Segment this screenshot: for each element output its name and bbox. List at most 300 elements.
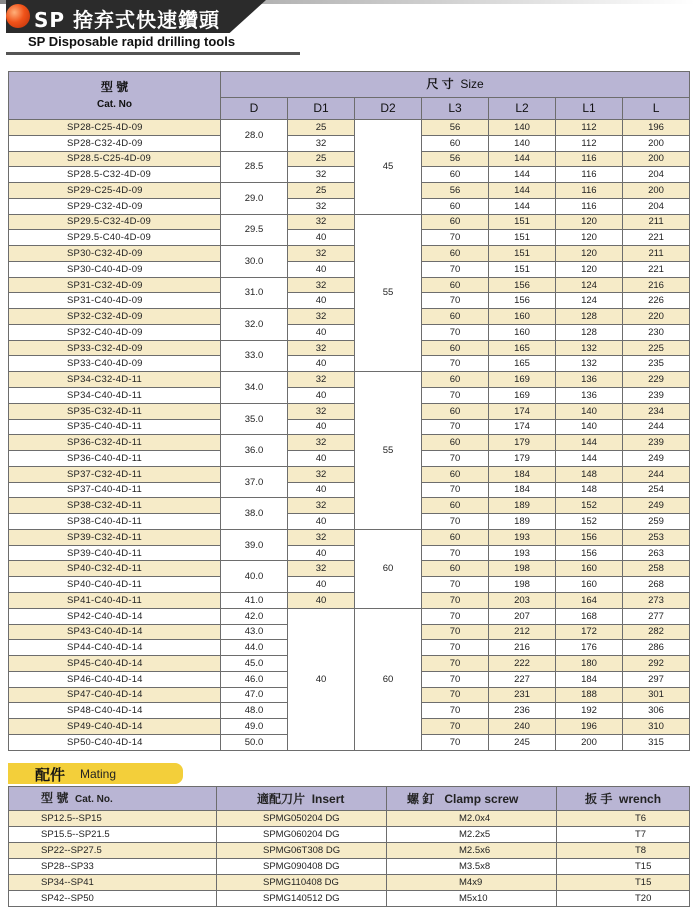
mating-title: 配件	[35, 766, 66, 784]
mating-insert-cell: SPMG110408 DG	[217, 875, 387, 891]
l-cell: 211	[623, 214, 690, 230]
l2-cell: 184	[489, 482, 556, 498]
d1-cell: 32	[288, 435, 355, 451]
d-cell: 32.0	[221, 309, 288, 341]
d1-cell: 32	[288, 135, 355, 151]
l-cell: 200	[623, 151, 690, 167]
cat-no-cell: SP29.5-C40-4D-09	[9, 230, 221, 246]
l2-cell: 207	[489, 608, 556, 624]
l2-cell: 144	[489, 167, 556, 183]
l2-cell: 227	[489, 671, 556, 687]
col-header-l3: L3	[422, 98, 489, 120]
mating-screw-header	[387, 787, 557, 811]
d1-cell: 40	[288, 419, 355, 435]
mating-row	[9, 827, 690, 843]
l1-cell: 152	[556, 514, 623, 530]
l3-cell: 70	[422, 624, 489, 640]
size-header	[221, 72, 690, 98]
mating-screw-cell: M2.2x5	[387, 827, 557, 843]
d-cell: 47.0	[221, 687, 288, 703]
l2-cell: 236	[489, 703, 556, 719]
mating-insert-cell: SPMG060204 DG	[217, 827, 387, 843]
table-row	[9, 293, 690, 309]
d-cell: 45.0	[221, 656, 288, 672]
d1-cell: 32	[288, 340, 355, 356]
l3-cell: 70	[422, 230, 489, 246]
cat-no-cell: SP41-C40-4D-11	[9, 592, 221, 608]
l3-cell: 60	[422, 135, 489, 151]
l1-cell: 144	[556, 451, 623, 467]
table-row	[9, 246, 690, 262]
table-row	[9, 356, 690, 372]
l1-cell: 120	[556, 214, 623, 230]
mating-cat-header-en: Cat. No.	[75, 793, 113, 805]
cat-no-cell: SP36-C40-4D-11	[9, 451, 221, 467]
l1-cell: 168	[556, 608, 623, 624]
l1-cell: 124	[556, 277, 623, 293]
cat-no-cell: SP37-C32-4D-11	[9, 466, 221, 482]
l-cell: 253	[623, 529, 690, 545]
mating-screw-header-cn: 螺 釘	[407, 791, 435, 806]
cat-no-cell: SP32-C32-4D-09	[9, 309, 221, 325]
d-cell: 49.0	[221, 719, 288, 735]
l2-cell: 179	[489, 451, 556, 467]
col-header-l: L	[623, 98, 690, 120]
l-cell: 259	[623, 514, 690, 530]
l-cell: 286	[623, 640, 690, 656]
l-cell: 235	[623, 356, 690, 372]
l3-cell: 70	[422, 608, 489, 624]
l2-cell: 193	[489, 545, 556, 561]
l3-cell: 70	[422, 482, 489, 498]
table-row	[9, 435, 690, 451]
d1-cell: 25	[288, 120, 355, 136]
cat-no-cell: SP30-C40-4D-09	[9, 261, 221, 277]
l-cell: 297	[623, 671, 690, 687]
table-row	[9, 577, 690, 593]
l3-cell: 60	[422, 340, 489, 356]
table-row	[9, 561, 690, 577]
l2-cell: 240	[489, 719, 556, 735]
l2-cell: 151	[489, 261, 556, 277]
cat-no-cell: SP38-C32-4D-11	[9, 498, 221, 514]
table-row	[9, 545, 690, 561]
l2-cell: 160	[489, 324, 556, 340]
l2-cell: 184	[489, 466, 556, 482]
l3-cell: 70	[422, 687, 489, 703]
l3-cell: 56	[422, 151, 489, 167]
table-row	[9, 372, 690, 388]
l1-cell: 116	[556, 183, 623, 199]
cat-no-cell: SP50-C40-4D-14	[9, 734, 221, 750]
l2-cell: 216	[489, 640, 556, 656]
l3-cell: 56	[422, 120, 489, 136]
d-cell: 44.0	[221, 640, 288, 656]
l-cell: 277	[623, 608, 690, 624]
table-row	[9, 514, 690, 530]
d-cell: 41.0	[221, 592, 288, 608]
l1-cell: 112	[556, 135, 623, 151]
l-cell: 225	[623, 340, 690, 356]
cat-no-header-cn: 型 號	[100, 79, 129, 94]
d-cell: 46.0	[221, 671, 288, 687]
l-cell: 200	[623, 183, 690, 199]
d1-cell: 32	[288, 198, 355, 214]
mating-insert-cell: SPMG140512 DG	[217, 891, 387, 907]
mating-insert-cell: SPMG06T308 DG	[217, 843, 387, 859]
mating-cat-cell: SP28--SP33	[9, 859, 217, 875]
l-cell: 196	[623, 120, 690, 136]
l1-cell: 144	[556, 435, 623, 451]
d-cell: 48.0	[221, 703, 288, 719]
cat-no-cell: SP43-C40-4D-14	[9, 624, 221, 640]
d1-cell: 32	[288, 167, 355, 183]
table-row	[9, 340, 690, 356]
d1-cell: 40	[288, 388, 355, 404]
d1-cell: 32	[288, 277, 355, 293]
l-cell: 249	[623, 498, 690, 514]
l-cell: 220	[623, 309, 690, 325]
table-row	[9, 230, 690, 246]
cat-no-cell: SP39-C40-4D-11	[9, 545, 221, 561]
table-row	[9, 277, 690, 293]
d-cell: 28.5	[221, 151, 288, 183]
l2-cell: 165	[489, 340, 556, 356]
l3-cell: 70	[422, 324, 489, 340]
l-cell: 216	[623, 277, 690, 293]
l1-cell: 156	[556, 529, 623, 545]
l2-cell: 169	[489, 388, 556, 404]
l3-cell: 70	[422, 419, 489, 435]
d-cell: 28.0	[221, 120, 288, 152]
l-cell: 301	[623, 687, 690, 703]
mating-row	[9, 891, 690, 907]
l3-cell: 70	[422, 671, 489, 687]
col-header-l1: L1	[556, 98, 623, 120]
mating-insert-cell: SPMG090408 DG	[217, 859, 387, 875]
page-title: SP 捨弃式快速鑽頭	[34, 8, 221, 32]
page-subtitle: SP Disposable rapid drilling tools	[28, 34, 236, 49]
d1-cell: 40	[288, 261, 355, 277]
table-row	[9, 183, 690, 199]
l-cell: 315	[623, 734, 690, 750]
table-row	[9, 403, 690, 419]
l1-cell: 128	[556, 324, 623, 340]
spec-table	[8, 71, 690, 751]
d-cell: 43.0	[221, 624, 288, 640]
table-row	[9, 388, 690, 404]
l2-cell: 212	[489, 624, 556, 640]
l2-cell: 151	[489, 214, 556, 230]
l3-cell: 60	[422, 403, 489, 419]
cat-no-cell: SP28-C32-4D-09	[9, 135, 221, 151]
l-cell: 200	[623, 135, 690, 151]
mating-wrench-cell: T7	[557, 827, 690, 843]
cat-no-cell: SP40-C40-4D-11	[9, 577, 221, 593]
l3-cell: 70	[422, 545, 489, 561]
l2-cell: 189	[489, 514, 556, 530]
l2-cell: 189	[489, 498, 556, 514]
l3-cell: 70	[422, 261, 489, 277]
d2-cell: 55	[355, 372, 422, 530]
d2-cell: 60	[355, 608, 422, 750]
cat-no-cell: SP32-C40-4D-09	[9, 324, 221, 340]
l-cell: 221	[623, 230, 690, 246]
l1-cell: 136	[556, 372, 623, 388]
l-cell: 204	[623, 198, 690, 214]
d1-cell: 32	[288, 246, 355, 262]
mating-cat-header-cn: 型 號	[41, 790, 69, 805]
cat-no-cell: SP31-C32-4D-09	[9, 277, 221, 293]
d1-cell: 40	[288, 514, 355, 530]
l1-cell: 140	[556, 403, 623, 419]
l-cell: 226	[623, 293, 690, 309]
size-header-cn: 尺 寸	[426, 77, 454, 91]
d-cell: 31.0	[221, 277, 288, 309]
cat-no-header	[9, 72, 221, 120]
l-cell: 282	[623, 624, 690, 640]
cat-no-cell: SP28.5-C32-4D-09	[9, 167, 221, 183]
table-row	[9, 120, 690, 136]
table-row	[9, 167, 690, 183]
l3-cell: 60	[422, 246, 489, 262]
l-cell: 254	[623, 482, 690, 498]
d-cell: 33.0	[221, 340, 288, 372]
l2-cell: 198	[489, 577, 556, 593]
cat-no-cell: SP33-C32-4D-09	[9, 340, 221, 356]
cat-no-cell: SP44-C40-4D-14	[9, 640, 221, 656]
mating-insert-header	[217, 787, 387, 811]
l1-cell: 156	[556, 545, 623, 561]
mating-screw-cell: M2.0x4	[387, 811, 557, 827]
mating-cat-cell: SP42--SP50	[9, 891, 217, 907]
cat-no-cell: SP30-C32-4D-09	[9, 246, 221, 262]
l2-cell: 193	[489, 529, 556, 545]
l3-cell: 60	[422, 309, 489, 325]
cat-no-cell: SP49-C40-4D-14	[9, 719, 221, 735]
d-cell: 29.5	[221, 214, 288, 246]
l2-cell: 169	[489, 372, 556, 388]
l1-cell: 148	[556, 482, 623, 498]
mating-wrench-cell: T15	[557, 875, 690, 891]
cat-no-cell: SP46-C40-4D-14	[9, 671, 221, 687]
l2-cell: 144	[489, 183, 556, 199]
table-row	[9, 261, 690, 277]
mating-cat-header	[9, 787, 217, 811]
l1-cell: 116	[556, 151, 623, 167]
mating-wrench-cell: T8	[557, 843, 690, 859]
mating-row	[9, 875, 690, 891]
l1-cell: 192	[556, 703, 623, 719]
d-cell: 50.0	[221, 734, 288, 750]
l1-cell: 120	[556, 261, 623, 277]
l3-cell: 60	[422, 214, 489, 230]
l-cell: 310	[623, 719, 690, 735]
l2-cell: 140	[489, 120, 556, 136]
d1-cell: 40	[288, 451, 355, 467]
l2-cell: 174	[489, 403, 556, 419]
cat-no-cell: SP29.5-C32-4D-09	[9, 214, 221, 230]
cat-no-cell: SP34-C32-4D-11	[9, 372, 221, 388]
l2-cell: 222	[489, 656, 556, 672]
cat-no-header-en: Cat. No	[97, 98, 132, 110]
cat-no-cell: SP34-C40-4D-11	[9, 388, 221, 404]
col-header-l2: L2	[489, 98, 556, 120]
table-row	[9, 309, 690, 325]
table-row	[9, 198, 690, 214]
l1-cell: 120	[556, 246, 623, 262]
l1-cell: 132	[556, 356, 623, 372]
table-row	[9, 592, 690, 608]
mating-wrench-header-en: wrench	[619, 791, 662, 806]
l3-cell: 60	[422, 277, 489, 293]
cat-no-cell: SP40-C32-4D-11	[9, 561, 221, 577]
l1-cell: 200	[556, 734, 623, 750]
mating-screw-cell: M4x9	[387, 875, 557, 891]
size-header-en: Size	[460, 77, 484, 91]
mating-wrench-cell: T6	[557, 811, 690, 827]
l-cell: 211	[623, 246, 690, 262]
table-row	[9, 498, 690, 514]
l-cell: 204	[623, 167, 690, 183]
mating-row	[9, 843, 690, 859]
l1-cell: 152	[556, 498, 623, 514]
cat-no-cell: SP28-C25-4D-09	[9, 120, 221, 136]
l-cell: 244	[623, 419, 690, 435]
table-row	[9, 482, 690, 498]
l-cell: 229	[623, 372, 690, 388]
l2-cell: 179	[489, 435, 556, 451]
l3-cell: 70	[422, 293, 489, 309]
l2-cell: 203	[489, 592, 556, 608]
l3-cell: 70	[422, 719, 489, 735]
l3-cell: 70	[422, 656, 489, 672]
l-cell: 239	[623, 388, 690, 404]
d-cell: 42.0	[221, 608, 288, 624]
d1-cell: 40	[288, 608, 355, 750]
table-row	[9, 324, 690, 340]
d2-cell: 60	[355, 529, 422, 608]
l-cell: 306	[623, 703, 690, 719]
cat-no-cell: SP37-C40-4D-11	[9, 482, 221, 498]
cat-no-cell: SP42-C40-4D-14	[9, 608, 221, 624]
mating-wrench-header-cn: 扳 手	[585, 791, 613, 806]
cat-no-cell: SP31-C40-4D-09	[9, 293, 221, 309]
l1-cell: 164	[556, 592, 623, 608]
cat-no-cell: SP29-C32-4D-09	[9, 198, 221, 214]
d-cell: 38.0	[221, 498, 288, 530]
l2-cell: 144	[489, 198, 556, 214]
l1-cell: 112	[556, 120, 623, 136]
mating-screw-cell: M3.5x8	[387, 859, 557, 875]
title-underline	[6, 52, 300, 55]
l-cell: 273	[623, 592, 690, 608]
l3-cell: 56	[422, 183, 489, 199]
l-cell: 292	[623, 656, 690, 672]
d-cell: 37.0	[221, 466, 288, 498]
d-cell: 40.0	[221, 561, 288, 593]
table-row	[9, 214, 690, 230]
l2-cell: 198	[489, 561, 556, 577]
l3-cell: 70	[422, 356, 489, 372]
d1-cell: 40	[288, 230, 355, 246]
l2-cell: 144	[489, 151, 556, 167]
l1-cell: 124	[556, 293, 623, 309]
l2-cell: 231	[489, 687, 556, 703]
table-row	[9, 151, 690, 167]
mating-wrench-cell: T20	[557, 891, 690, 907]
l1-cell: 180	[556, 656, 623, 672]
l2-cell: 156	[489, 293, 556, 309]
l-cell: 258	[623, 561, 690, 577]
l3-cell: 70	[422, 451, 489, 467]
l3-cell: 70	[422, 734, 489, 750]
l1-cell: 160	[556, 577, 623, 593]
l3-cell: 60	[422, 498, 489, 514]
d-cell: 30.0	[221, 246, 288, 278]
l2-cell: 151	[489, 230, 556, 246]
d2-cell: 55	[355, 214, 422, 372]
l1-cell: 116	[556, 198, 623, 214]
l2-cell: 174	[489, 419, 556, 435]
table-row	[9, 608, 690, 624]
d-cell: 34.0	[221, 372, 288, 404]
mating-screw-cell: M5x10	[387, 891, 557, 907]
cat-no-cell: SP47-C40-4D-14	[9, 687, 221, 703]
l3-cell: 60	[422, 372, 489, 388]
d1-cell: 40	[288, 577, 355, 593]
d1-cell: 32	[288, 466, 355, 482]
table-row	[9, 451, 690, 467]
d1-cell: 32	[288, 498, 355, 514]
cat-no-cell: SP28.5-C25-4D-09	[9, 151, 221, 167]
cat-no-cell: SP29-C25-4D-09	[9, 183, 221, 199]
cat-no-cell: SP45-C40-4D-14	[9, 656, 221, 672]
mating-insert-header-cn: 適配刀片	[257, 791, 306, 806]
l2-cell: 156	[489, 277, 556, 293]
l-cell: 268	[623, 577, 690, 593]
d1-cell: 25	[288, 151, 355, 167]
mating-screw-cell: M2.5x6	[387, 843, 557, 859]
d1-cell: 40	[288, 293, 355, 309]
cat-no-cell: SP48-C40-4D-14	[9, 703, 221, 719]
l1-cell: 172	[556, 624, 623, 640]
d1-cell: 32	[288, 403, 355, 419]
d1-cell: 40	[288, 482, 355, 498]
mating-row	[9, 859, 690, 875]
d1-cell: 32	[288, 561, 355, 577]
d1-cell: 25	[288, 183, 355, 199]
col-header-d2: D2	[355, 98, 422, 120]
l2-cell: 140	[489, 135, 556, 151]
mating-insert-header-en: Insert	[311, 791, 345, 806]
l-cell: 221	[623, 261, 690, 277]
l3-cell: 60	[422, 198, 489, 214]
mating-cat-cell: SP22--SP27.5	[9, 843, 217, 859]
d1-cell: 40	[288, 592, 355, 608]
table-row	[9, 466, 690, 482]
d1-cell: 40	[288, 356, 355, 372]
l1-cell: 128	[556, 309, 623, 325]
mating-screw-header-en: Clamp screw	[444, 791, 519, 806]
l3-cell: 60	[422, 435, 489, 451]
l2-cell: 165	[489, 356, 556, 372]
l3-cell: 60	[422, 529, 489, 545]
l3-cell: 70	[422, 577, 489, 593]
mating-cat-cell: SP12.5--SP15	[9, 811, 217, 827]
l1-cell: 136	[556, 388, 623, 404]
cat-no-cell: SP36-C32-4D-11	[9, 435, 221, 451]
